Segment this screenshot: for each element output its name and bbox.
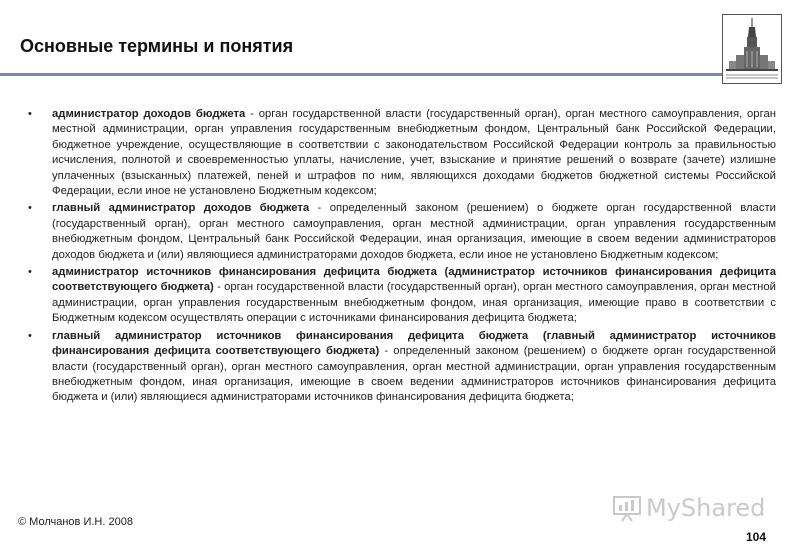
list-item <box>24 201 776 263</box>
term-definition: - определенный законом (решением) о бюджете орган государственной власти (государственный орган), орган местного самоуправления, орган местной администрации, орган управления государственным внебюджетным фондом, иная организация, имеющие в своем ведении администраторов источников финансирования дефицита бюджета и (или) являющиеся администраторами источников финансирования дефицита бюджета; <box>52 345 776 404</box>
definitions-list <box>24 107 776 408</box>
bullet-icon: • <box>28 202 32 215</box>
term-definition: - орган государственной власти (государственный орган), орган местного самоуправления, орган местной администрации, орган управления государственным внебюджетным фондом, Центральный банк Российской Федерации, бюджетное учреждение, осуществляющие в соответствии с законодательством Российской Федерации контроль за правильностью исчисления, полнотой и своевременностью уплаты, начисление, учет, взыскание и принятие решений о возврате (зачете) излишне уплаченных (взысканных) платежей, пеней и штрафов по ним, являющихся доходами бюджетов бюджетной системы Российской Федерации, если иное не установлено Бюджетным кодексом; <box>52 108 776 198</box>
bullet-icon: • <box>28 108 32 120</box>
term-label: главный администратор источников финансирования дефицита бюджета (главный администратор источников финансирования дефицита соответствующего бюджета) <box>52 329 776 358</box>
bullet-icon: • <box>28 266 32 279</box>
slide-title: Основные термины и понятия <box>20 36 294 56</box>
footer-author: © Молчанов И.Н. 2008 <box>18 516 133 528</box>
msu-building-icon <box>723 15 781 83</box>
term-label: администратор доходов бюджета <box>52 108 246 120</box>
presentation-board-icon <box>612 494 642 522</box>
term-label: администратор источников финансирования дефицита бюджета (администратор источников финансирования дефицита соответствующего бюджета) <box>52 266 776 294</box>
list-item <box>24 107 776 199</box>
bullet-icon: • <box>28 329 32 342</box>
page-number: 104 <box>746 530 767 544</box>
title-divider <box>0 73 722 76</box>
list-item <box>24 329 776 406</box>
term-definition: - орган государственной власти (государственный орган), орган местного самоуправления, орган местной администрации, орган управления государственным внебюджетным фондом, иная организация, имеющие право в соответствии с Бюджетным кодексом осуществлять операции с источниками финансирования дефицита бюджета; <box>52 281 776 325</box>
term-definition: - определенный законом (решением) о бюджете орган государственной власти (государственный орган), орган местного самоуправления, орган местной администрации, орган управления государственным внебюджетным фондом, Центральный банк Российской Федерации, иная организация, имеющие в своем ведении администраторов доходов бюджета и (или) являющиеся администраторами доходов бюджета, если иное не установлено Бюджетным кодексом; <box>52 202 776 261</box>
watermark-text: MyShared <box>646 494 766 522</box>
term-label: главный администратор доходов бюджета <box>52 202 310 215</box>
list-item <box>24 265 776 327</box>
university-building-logo <box>722 14 782 84</box>
watermark <box>612 493 768 523</box>
